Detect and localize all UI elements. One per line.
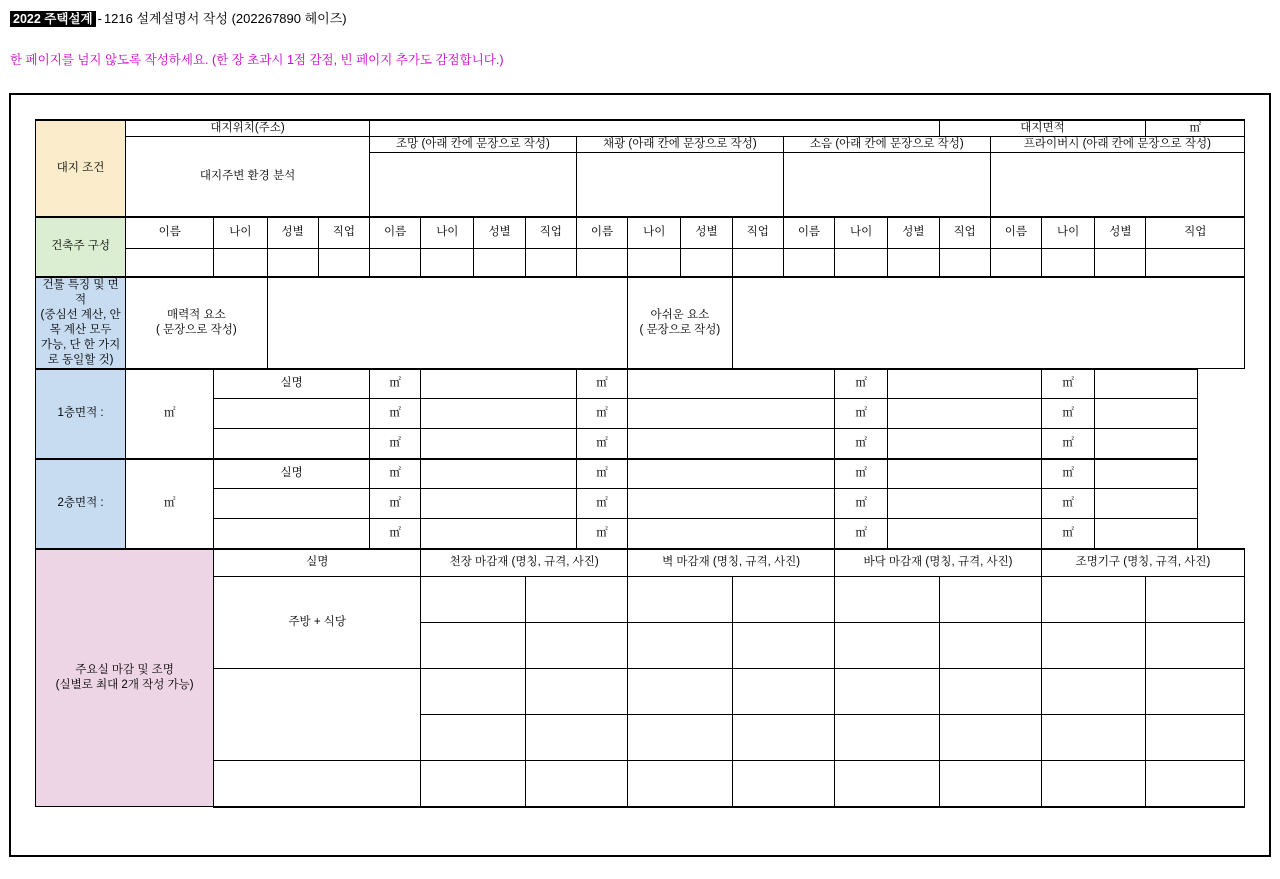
attractive-factor-input[interactable] <box>267 277 628 369</box>
floor2-room-name-4[interactable] <box>888 459 1042 489</box>
owner-job-2[interactable] <box>525 249 576 277</box>
floor1-room-name-9[interactable] <box>888 399 1042 429</box>
form-sheet <box>35 119 1245 835</box>
floor1-area-unit[interactable]: ㎡ <box>126 369 214 459</box>
floor2-room-unit-7[interactable]: ㎡ <box>576 489 627 519</box>
owner-col-job-2: 직업 <box>525 217 576 249</box>
finish-fixture-3a[interactable] <box>1041 669 1145 715</box>
finish-floor-4b[interactable] <box>939 715 1041 761</box>
floor1-room-name-7[interactable] <box>421 399 577 429</box>
floor2-room-name-6[interactable] <box>214 489 370 519</box>
finish-fixture-4b[interactable] <box>1146 715 1245 761</box>
finish-floor-3a[interactable] <box>835 669 940 715</box>
floor1-room-label-1: 실명 <box>214 369 370 399</box>
finish-wall-4b[interactable] <box>732 715 834 761</box>
owner-gender-4[interactable] <box>888 249 939 277</box>
finish-ceiling-4b[interactable] <box>525 715 627 761</box>
floor2-label: 2층면적 : <box>36 459 126 549</box>
floor1-room-unit-6[interactable]: ㎡ <box>369 399 420 429</box>
site-env-privacy-label: 프라이버시 (아래 칸에 문장으로 작성) <box>990 137 1244 153</box>
header-year-badge: 2022 주택설계 <box>10 11 96 27</box>
site-condition-label: 대지 조건 <box>36 120 126 217</box>
form-frame <box>9 93 1271 857</box>
finish-ceiling-3a[interactable] <box>421 669 525 715</box>
floor2-room-name-3[interactable] <box>628 459 835 489</box>
floor2-room-unit-11[interactable]: ㎡ <box>369 519 420 549</box>
header-title: 1216 설계설명서 작성 (202267890 헤이즈) <box>103 11 347 26</box>
site-env-light-input[interactable] <box>576 153 783 217</box>
owner-col-age-5: 나이 <box>1041 217 1094 249</box>
floor1-room-unit-9[interactable]: ㎡ <box>1041 399 1094 429</box>
owner-gender-5[interactable] <box>1095 249 1146 277</box>
finish-wall-2b[interactable] <box>732 623 834 669</box>
finish-wall-3a[interactable] <box>628 669 732 715</box>
finish-fixture-1a[interactable] <box>1041 577 1145 623</box>
finish-floor-2b[interactable] <box>939 623 1041 669</box>
finish-ceiling-5a[interactable] <box>421 761 525 807</box>
floor2-room-unit-9[interactable]: ㎡ <box>1041 489 1094 519</box>
owner-header-row <box>36 217 1245 249</box>
owner-composition-label: 건축주 구성 <box>36 217 126 277</box>
owner-job-4[interactable] <box>939 249 990 277</box>
finish-ceiling-2b[interactable] <box>525 623 627 669</box>
floor2-area-unit[interactable]: ㎡ <box>126 459 214 549</box>
owner-col-name-2: 이름 <box>369 217 420 249</box>
page-header <box>10 10 347 28</box>
floor1-room-unit-11[interactable]: ㎡ <box>369 429 420 459</box>
owner-col-name-3: 이름 <box>576 217 627 249</box>
feature-row <box>36 277 1245 369</box>
site-env-header-row <box>36 137 1245 153</box>
floor1-room-name-12[interactable] <box>421 429 577 459</box>
floor2-room-unit-13[interactable]: ㎡ <box>835 519 888 549</box>
finish-room-label: 실명 <box>214 549 421 577</box>
floor1-room-name-3[interactable] <box>628 369 835 399</box>
finish-fixture-5a[interactable] <box>1041 761 1145 807</box>
floor1-row-1 <box>36 369 1245 399</box>
finish-lighting-label-line1: 주요실 마감 및 조명 <box>75 663 174 676</box>
floor1-room-name-5[interactable] <box>1095 369 1197 399</box>
floor2-room-name-15[interactable] <box>1095 519 1197 549</box>
floor1-label: 1층면적 : <box>36 369 126 459</box>
site-area-unit[interactable]: ㎡ <box>1146 120 1245 137</box>
owner-gender-2[interactable] <box>474 249 525 277</box>
site-env-view-input[interactable] <box>369 153 576 217</box>
floor2-row-3 <box>36 519 1245 549</box>
finish-lighting-label-line2: (실별로 최대 2개 작성 가능) <box>55 678 194 691</box>
floor1-room-name-11[interactable] <box>214 429 370 459</box>
owner-name-5[interactable] <box>990 249 1041 277</box>
building-feature-label-line2: (중심선 계산, 안목 계산 모두 <box>40 308 121 336</box>
owner-col-job-3: 직업 <box>732 217 783 249</box>
finish-room-row-3 <box>36 761 1245 807</box>
floor1-room-name-8[interactable] <box>628 399 835 429</box>
building-feature-label <box>36 277 126 369</box>
finish-floor-5a[interactable] <box>835 761 940 807</box>
floor2-row-2 <box>36 489 1245 519</box>
owner-gender-3[interactable] <box>681 249 732 277</box>
floor2-room-name-12[interactable] <box>421 519 577 549</box>
floor2-room-name-2[interactable] <box>421 459 577 489</box>
owner-col-name-5: 이름 <box>990 217 1041 249</box>
floor2-room-name-13[interactable] <box>628 519 835 549</box>
owner-name-3[interactable] <box>576 249 627 277</box>
finish-wall-3b[interactable] <box>732 669 834 715</box>
floor1-room-name-4[interactable] <box>888 369 1042 399</box>
finish-lighting-label <box>36 549 214 807</box>
finish-floor-4a[interactable] <box>835 715 940 761</box>
owner-col-age-1: 나이 <box>214 217 267 249</box>
floor2-room-name-9[interactable] <box>888 489 1042 519</box>
floor2-room-unit-2[interactable]: ㎡ <box>576 459 627 489</box>
site-env-privacy-input[interactable] <box>990 153 1244 217</box>
finish-ceiling-4a[interactable] <box>421 715 525 761</box>
owner-col-job-1: 직업 <box>318 217 369 249</box>
finish-wall-1b[interactable] <box>732 577 834 623</box>
floor2-room-unit-3[interactable]: ㎡ <box>835 459 888 489</box>
floor1-room-name-10[interactable] <box>1095 399 1197 429</box>
owner-col-age-3: 나이 <box>628 217 681 249</box>
owner-col-name-1: 이름 <box>126 217 214 249</box>
finish-wall-label: 벽 마감재 (명칭, 규격, 사진) <box>628 549 835 577</box>
attractive-factor-label <box>126 277 267 369</box>
notice-part1: 한 페이지를 넘지 않도록 작성하세요. <box>10 53 209 67</box>
owner-col-gender-4: 성별 <box>888 217 939 249</box>
finish-room-row-1a <box>36 577 1245 623</box>
owner-age-3[interactable] <box>628 249 681 277</box>
floor1-room-unit-7[interactable]: ㎡ <box>576 399 627 429</box>
owner-col-name-4: 이름 <box>783 217 834 249</box>
owner-name-4[interactable] <box>783 249 834 277</box>
owner-col-gender-1: 성별 <box>267 217 318 249</box>
owner-name-1[interactable] <box>126 249 214 277</box>
owner-age-4[interactable] <box>835 249 888 277</box>
finish-wall-5a[interactable] <box>628 761 732 807</box>
owner-col-gender-3: 성별 <box>681 217 732 249</box>
floor1-room-unit-2[interactable]: ㎡ <box>576 369 627 399</box>
finish-fixture-1b[interactable] <box>1146 577 1245 623</box>
floor1-room-unit-3[interactable]: ㎡ <box>835 369 888 399</box>
site-area-label: 대지면적 <box>939 120 1146 137</box>
site-env-noise-label: 소음 (아래 칸에 문장으로 작성) <box>783 137 990 153</box>
owner-age-2[interactable] <box>421 249 474 277</box>
finish-ceiling-3b[interactable] <box>525 669 627 715</box>
site-env-light-label: 채광 (아래 칸에 문장으로 작성) <box>576 137 783 153</box>
owner-col-job-4: 직업 <box>939 217 990 249</box>
floor2-room-name-7[interactable] <box>421 489 577 519</box>
weak-factor-input[interactable] <box>732 277 1244 369</box>
site-env-noise-input[interactable] <box>783 153 990 217</box>
owner-age-1[interactable] <box>214 249 267 277</box>
floor2-room-name-5[interactable] <box>1095 459 1197 489</box>
finish-floor-1b[interactable] <box>939 577 1041 623</box>
floor1-room-unit-13[interactable]: ㎡ <box>835 429 888 459</box>
floor2-room-unit-14[interactable]: ㎡ <box>1041 519 1094 549</box>
finish-fixture-5b[interactable] <box>1146 761 1245 807</box>
owner-name-2[interactable] <box>369 249 420 277</box>
finish-fixture-2a[interactable] <box>1041 623 1145 669</box>
building-feature-label-line1: 건툴 특징 및 면적 <box>42 278 119 306</box>
floor2-room-name-14[interactable] <box>888 519 1042 549</box>
finish-floor-2a[interactable] <box>835 623 940 669</box>
owner-col-job-5: 직업 <box>1146 217 1245 249</box>
site-location-row <box>36 120 1245 137</box>
weak-factor-line1: 아쉬운 요소 <box>650 308 710 321</box>
owner-col-gender-2: 성별 <box>474 217 525 249</box>
floor2-room-name-11[interactable] <box>214 519 370 549</box>
owner-col-age-2: 나이 <box>421 217 474 249</box>
floor1-room-unit-4[interactable]: ㎡ <box>1041 369 1094 399</box>
finish-wall-4a[interactable] <box>628 715 732 761</box>
attractive-factor-line2: ( 문장으로 작성) <box>155 323 237 336</box>
floor1-room-name-13[interactable] <box>628 429 835 459</box>
finish-ceiling-label: 천장 마감재 (명칭, 규격, 사진) <box>421 549 628 577</box>
owner-job-1[interactable] <box>318 249 369 277</box>
floor1-room-name-6[interactable] <box>214 399 370 429</box>
owner-col-age-4: 나이 <box>835 217 888 249</box>
floor1-row-2 <box>36 399 1245 429</box>
owner-value-row <box>36 249 1245 277</box>
floor2-room-label-1: 실명 <box>214 459 370 489</box>
notice-part2: (한 장 초과시 1점 감점, 빈 페이지 추가도 감점합니다.) <box>211 53 504 67</box>
floor2-room-unit-12[interactable]: ㎡ <box>576 519 627 549</box>
floor2-room-unit-1[interactable]: ㎡ <box>369 459 420 489</box>
site-location-label: 대지위치(주소) <box>126 120 370 137</box>
owner-gender-1[interactable] <box>267 249 318 277</box>
floor1-room-name-2[interactable] <box>421 369 577 399</box>
finish-room-name-3[interactable] <box>214 761 421 807</box>
finish-floor-label: 바닥 마감재 (명칭, 규격, 사진) <box>835 549 1042 577</box>
floor2-room-name-10[interactable] <box>1095 489 1197 519</box>
floor1-room-unit-12[interactable]: ㎡ <box>576 429 627 459</box>
floor1-room-unit-8[interactable]: ㎡ <box>835 399 888 429</box>
finish-fixture-3b[interactable] <box>1146 669 1245 715</box>
floor2-row-1 <box>36 459 1245 489</box>
weak-factor-label <box>628 277 732 369</box>
finish-ceiling-5b[interactable] <box>525 761 627 807</box>
site-env-label: 대지주변 환경 분석 <box>126 137 370 217</box>
header-separator: - <box>97 11 102 26</box>
finish-lighting-fixture-label: 조명기구 (명칭, 규격, 사진) <box>1041 549 1244 577</box>
site-location-value[interactable] <box>369 120 939 137</box>
finish-floor-1a[interactable] <box>835 577 940 623</box>
finish-room-name-1[interactable]: 주방 + 식당 <box>214 577 421 669</box>
finish-floor-5b[interactable] <box>939 761 1041 807</box>
floor1-room-unit-14[interactable]: ㎡ <box>1041 429 1094 459</box>
finish-wall-2a[interactable] <box>628 623 732 669</box>
building-feature-label-line3: 가능, 단 한 가지로 동일할 것) <box>40 338 121 366</box>
attractive-factor-line1: 매력적 요소 <box>166 308 226 321</box>
floor2-room-unit-6[interactable]: ㎡ <box>369 489 420 519</box>
owner-col-gender-5: 성별 <box>1095 217 1146 249</box>
notice-text <box>10 50 504 68</box>
weak-factor-line2: ( 문장으로 작성) <box>639 323 721 336</box>
finish-ceiling-2a[interactable] <box>421 623 525 669</box>
owner-job-3[interactable] <box>732 249 783 277</box>
finish-room-row-2a <box>36 669 1245 715</box>
finish-wall-5b[interactable] <box>732 761 834 807</box>
floor1-room-name-15[interactable] <box>1095 429 1197 459</box>
floor1-room-unit-1[interactable]: ㎡ <box>369 369 420 399</box>
floor1-room-name-14[interactable] <box>888 429 1042 459</box>
finish-header-row <box>36 549 1245 577</box>
site-env-view-label: 조망 (아래 칸에 문장으로 작성) <box>369 137 576 153</box>
floor2-room-name-8[interactable] <box>628 489 835 519</box>
owner-age-5[interactable] <box>1041 249 1094 277</box>
floor2-room-unit-4[interactable]: ㎡ <box>1041 459 1094 489</box>
owner-job-5[interactable] <box>1146 249 1245 277</box>
floor2-room-unit-8[interactable]: ㎡ <box>835 489 888 519</box>
design-description-table <box>35 119 1245 808</box>
floor1-row-3 <box>36 429 1245 459</box>
finish-room-name-2[interactable] <box>214 669 421 761</box>
finish-fixture-2b[interactable] <box>1146 623 1245 669</box>
finish-ceiling-1b[interactable] <box>525 577 627 623</box>
finish-wall-1a[interactable] <box>628 577 732 623</box>
finish-floor-3b[interactable] <box>939 669 1041 715</box>
finish-ceiling-1a[interactable] <box>421 577 525 623</box>
finish-fixture-4a[interactable] <box>1041 715 1145 761</box>
